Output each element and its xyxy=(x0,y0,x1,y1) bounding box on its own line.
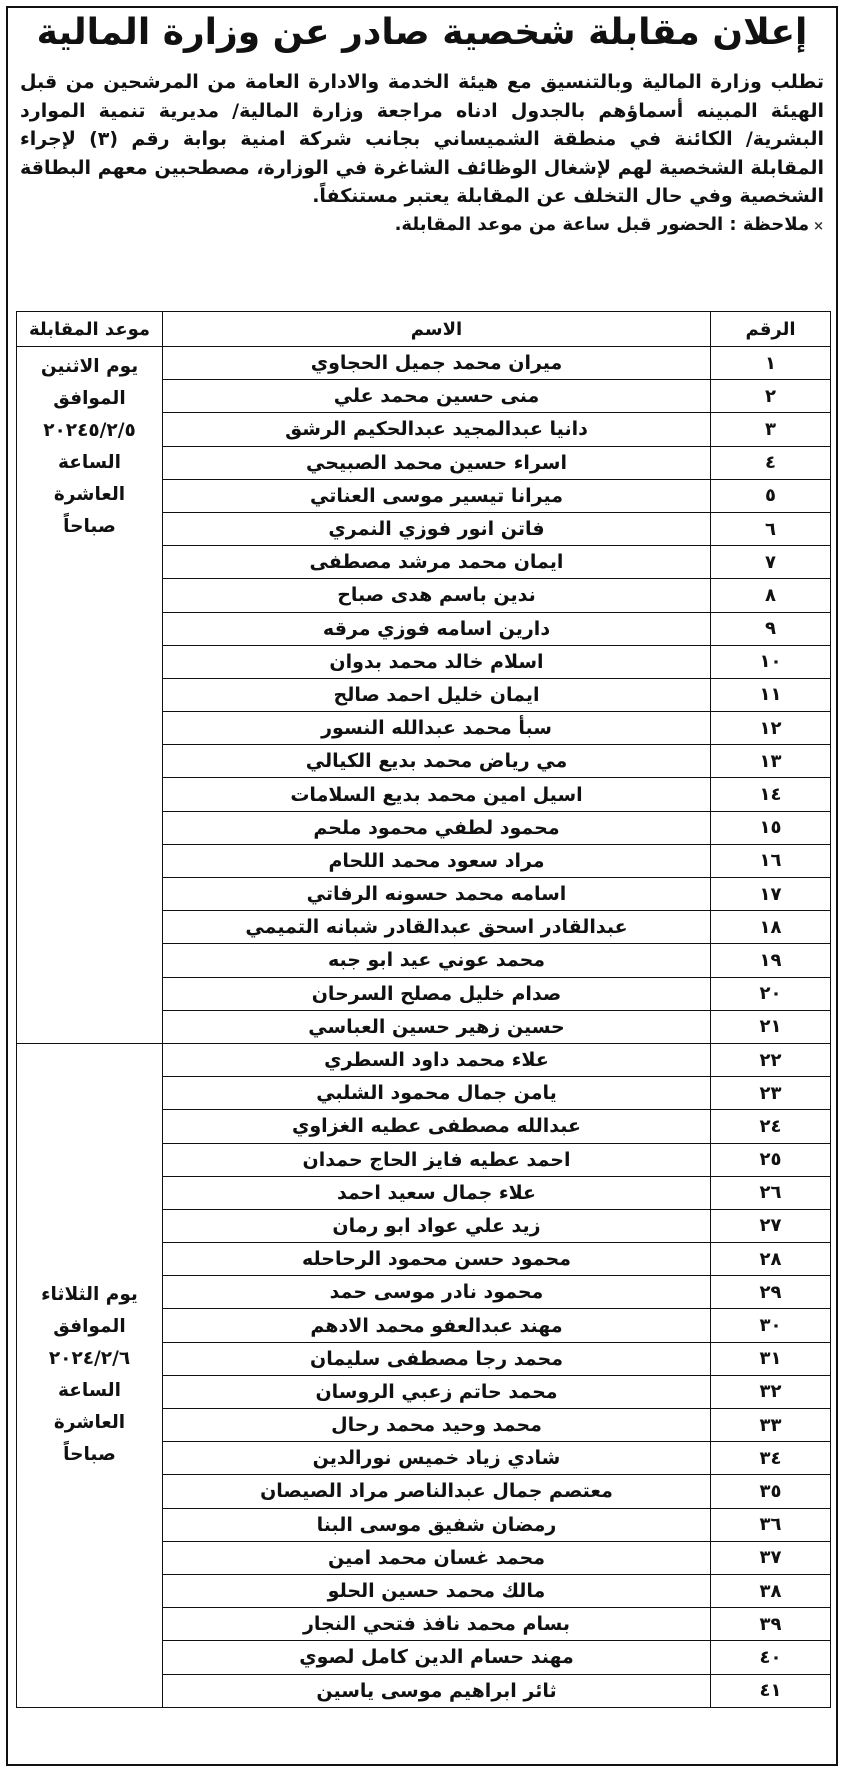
candidate-name: اسامه محمد حسونه الرفاتي xyxy=(163,878,711,911)
header-number: الرقم xyxy=(711,312,831,347)
candidate-name: ثائر ابراهيم موسى ياسين xyxy=(163,1674,711,1707)
candidate-name: محمد عوني عيد ابو جبه xyxy=(163,944,711,977)
note-text: ملاحظة : الحضور قبل ساعة من موعد المقابلة. xyxy=(394,214,810,235)
candidate-name: عبدالله مصطفى عطيه الغزاوي xyxy=(163,1110,711,1143)
row-number: ١٧ xyxy=(711,878,831,911)
candidate-name: منى حسين محمد علي xyxy=(163,380,711,413)
row-number: ٣ xyxy=(711,413,831,446)
row-number: ٥ xyxy=(711,479,831,512)
row-number: ١٥ xyxy=(711,811,831,844)
candidate-name: محمود لطفي محمود ملحم xyxy=(163,811,711,844)
row-number: ١١ xyxy=(711,678,831,711)
row-number: ٧ xyxy=(711,546,831,579)
candidate-name: سبأ محمد عبدالله النسور xyxy=(163,712,711,745)
table-header-row xyxy=(17,312,831,347)
row-number: ٤٠ xyxy=(711,1641,831,1674)
row-number: ٣٣ xyxy=(711,1409,831,1442)
row-number: ١٢ xyxy=(711,712,831,745)
candidate-name: ميرانا تيسير موسى العناتي xyxy=(163,479,711,512)
announcement xyxy=(6,6,838,1766)
note xyxy=(20,214,824,235)
candidate-name: مي رياض محمد بديع الكيالي xyxy=(163,745,711,778)
row-number: ٨ xyxy=(711,579,831,612)
candidate-name: ميران محمد جميل الحجاوي xyxy=(163,347,711,380)
candidate-name: اسيل امين محمد بديع السلامات xyxy=(163,778,711,811)
candidate-name: محمد وحيد محمد رحال xyxy=(163,1409,711,1442)
candidate-name: دانيا عبدالمجيد عبدالحكيم الرشق xyxy=(163,413,711,446)
note-marker-icon: × xyxy=(813,219,824,234)
row-number: ٣٤ xyxy=(711,1442,831,1475)
candidate-name: محمد حاتم زعبي الروسان xyxy=(163,1375,711,1408)
candidate-name: مالك محمد حسين الحلو xyxy=(163,1574,711,1607)
interview-slot-monday: يوم الاثنين الموافق ٢٠٢٤٥/٢/٥ الساعة العاشرة صباحاً xyxy=(17,347,163,1044)
candidate-name: عبدالقادر اسحق عبدالقادر شبانه التميمي xyxy=(163,911,711,944)
table-row xyxy=(17,347,831,380)
candidate-name: ايمان محمد مرشد مصطفى xyxy=(163,546,711,579)
candidate-name: ندين باسم هدى صباح xyxy=(163,579,711,612)
candidate-name: فاتن انور فوزي النمري xyxy=(163,512,711,545)
row-number: ١٨ xyxy=(711,911,831,944)
row-number: ٣٦ xyxy=(711,1508,831,1541)
candidate-name: زيد علي عواد ابو رمان xyxy=(163,1209,711,1242)
candidate-name: مراد سعود محمد اللحام xyxy=(163,844,711,877)
row-number: ٣٩ xyxy=(711,1608,831,1641)
row-number: ٣٧ xyxy=(711,1541,831,1574)
candidate-name: معتصم جمال عبدالناصر مراد الصيصان xyxy=(163,1475,711,1508)
table-row xyxy=(17,1043,831,1076)
candidate-name: مهند عبدالعفو محمد الادهم xyxy=(163,1309,711,1342)
candidate-name: اسلام خالد محمد بدوان xyxy=(163,645,711,678)
candidate-name: مهند حسام الدين كامل لصوي xyxy=(163,1641,711,1674)
row-number: ٢٨ xyxy=(711,1243,831,1276)
row-number: ٢٣ xyxy=(711,1077,831,1110)
row-number: ٢٧ xyxy=(711,1209,831,1242)
row-number: ٦ xyxy=(711,512,831,545)
candidate-name: محمود حسن محمود الرحاحله xyxy=(163,1243,711,1276)
row-number: ٣٨ xyxy=(711,1574,831,1607)
candidate-name: محمد غسان محمد امين xyxy=(163,1541,711,1574)
candidate-name: اسراء حسين محمد الصبيحي xyxy=(163,446,711,479)
row-number: ١٦ xyxy=(711,844,831,877)
candidate-name: ايمان خليل احمد صالح xyxy=(163,678,711,711)
intro-paragraph: تطلب وزارة المالية وبالتنسيق مع هيئة الخدمة والادارة العامة من المرشحين من قبل الهيئة المبينه أسماؤهم بالجدول ادناه مراجعة وزارة المالية/ مديرية تنمية الموارد البشرية/ الكائنة في منطقة الشميساني بجانب شركة امنية بوابة رقم (٣) لإجراء المقابلة الشخصية لهم لإشغال الوظائف الشاغرة في الوزارة، مصطحبين معهم البطاقة الشخصية وفي حال التخلف عن المقابلة يعتبر مستنكفاً. xyxy=(20,71,824,207)
row-number: ٢ xyxy=(711,380,831,413)
candidate-name: علاء محمد داود السطري xyxy=(163,1043,711,1076)
row-number: ١٠ xyxy=(711,645,831,678)
row-number: ٣١ xyxy=(711,1342,831,1375)
interview-slot-tuesday: يوم الثلاثاء الموافق ٢٠٢٤/٢/٦ الساعة العاشرة صباحاً xyxy=(17,1043,163,1707)
row-number: ٤١ xyxy=(711,1674,831,1707)
row-number: ٩ xyxy=(711,612,831,645)
row-number: ١٩ xyxy=(711,944,831,977)
row-number: ٣٠ xyxy=(711,1309,831,1342)
header-date: موعد المقابلة xyxy=(17,312,163,347)
candidate-name: احمد عطيه فايز الحاج حمدان xyxy=(163,1143,711,1176)
row-number: ٤ xyxy=(711,446,831,479)
row-number: ٣٥ xyxy=(711,1475,831,1508)
row-number: ٢٢ xyxy=(711,1043,831,1076)
row-number: ١٤ xyxy=(711,778,831,811)
candidate-name: محمود نادر موسى حمد xyxy=(163,1276,711,1309)
candidate-name: بسام محمد نافذ فتحي النجار xyxy=(163,1608,711,1641)
row-number: ٣٢ xyxy=(711,1375,831,1408)
candidate-name: يامن جمال محمود الشلبي xyxy=(163,1077,711,1110)
candidate-name: دارين اسامه فوزي مرقه xyxy=(163,612,711,645)
header-name: الاسم xyxy=(163,312,711,347)
candidates-table xyxy=(16,311,831,1708)
row-number: ١٣ xyxy=(711,745,831,778)
candidate-name: محمد رجا مصطفى سليمان xyxy=(163,1342,711,1375)
candidate-name: شادي زياد خميس نورالدين xyxy=(163,1442,711,1475)
candidate-name: علاء جمال سعيد احمد xyxy=(163,1176,711,1209)
row-number: ٢٦ xyxy=(711,1176,831,1209)
row-number: ٢١ xyxy=(711,1010,831,1043)
row-number: ١ xyxy=(711,347,831,380)
row-number: ٢٩ xyxy=(711,1276,831,1309)
row-number: ٢٤ xyxy=(711,1110,831,1143)
candidate-name: صدام خليل مصلح السرحان xyxy=(163,977,711,1010)
candidate-name: حسين زهير حسين العباسي xyxy=(163,1010,711,1043)
candidate-name: رمضان شفيق موسى البنا xyxy=(163,1508,711,1541)
page-title: إعلان مقابلة شخصية صادر عن وزارة المالية xyxy=(36,12,808,53)
row-number: ٢٠ xyxy=(711,977,831,1010)
table-body xyxy=(17,347,831,1708)
row-number: ٢٥ xyxy=(711,1143,831,1176)
